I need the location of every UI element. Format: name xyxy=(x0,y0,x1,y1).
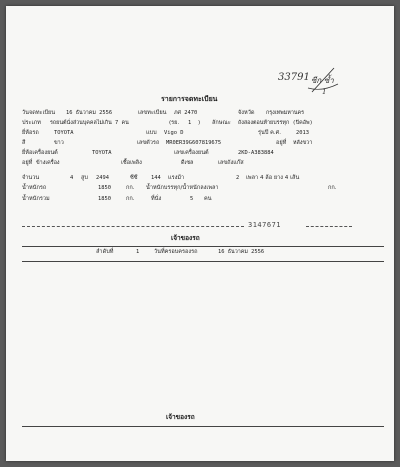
order-value: 1 xyxy=(136,249,140,255)
color-value: ขาว xyxy=(54,140,64,146)
cylinders-label: จำนวน xyxy=(22,175,40,181)
seats-unit: คน xyxy=(204,196,212,202)
axles-value: 2 xyxy=(236,175,240,181)
power-unit: แรงม้า xyxy=(168,175,185,181)
gas-tank-label: เลขถังแก๊ส xyxy=(218,160,244,166)
seats-label: ที่นั่ง xyxy=(151,196,162,202)
handwritten-number: 33791 xyxy=(278,72,310,83)
cut-number: 3147671 xyxy=(248,221,282,229)
owner-top-rule xyxy=(22,246,384,247)
style-label: ลักษณะ xyxy=(212,120,231,126)
type-value: รถยนต์นั่งส่วนบุคคลไม่เกิน 7 คน xyxy=(50,120,129,126)
model-value: Vigo D xyxy=(164,130,184,136)
cc-unit: ซีซี xyxy=(130,175,138,181)
engine-no-value: 2KD-A383884 xyxy=(238,150,274,156)
gross-unit: กก. xyxy=(126,196,135,202)
chassis-value: MR0ER39G607819675 xyxy=(166,140,222,146)
reg-date-value: 16 ธันวาคม 2556 xyxy=(66,110,113,116)
weight-unit: กก. xyxy=(126,185,135,191)
style-value: ถังสองตอนท้ายบรรทุก (ปิคอัพ) xyxy=(238,120,313,126)
cut-dashed-line-left xyxy=(22,226,244,227)
plate-value: ภศ 2470 xyxy=(174,110,198,116)
seats-value: 5 xyxy=(190,196,194,202)
chassis-label: เลขตัวรถ xyxy=(137,140,160,146)
registration-document xyxy=(6,6,394,461)
engine-brand-value: TOYOTA xyxy=(92,150,112,156)
color-label: สี xyxy=(22,140,26,146)
wheels-text: เพลา 4 ล้อ ยาง 4 เส้น xyxy=(246,175,300,181)
engine-brand-label: ยี่ห้อเครื่องยนต์ xyxy=(22,150,58,156)
fuel-value: ดีเซล xyxy=(181,160,194,166)
engine-no-label: เลขเครื่องยนต์ xyxy=(174,150,209,156)
chassis-at-label: อยู่ที่ xyxy=(276,140,287,146)
province-value: กรุงเทพมหานคร xyxy=(266,110,305,116)
gross-label: น้ำหนักรวม xyxy=(22,196,50,202)
rn-close: ) xyxy=(198,120,201,126)
year-value: 2013 xyxy=(296,130,309,136)
cc-value: 2494 xyxy=(96,175,109,181)
owner-date-value: 16 ธันวาคม 2556 xyxy=(218,249,265,255)
handwritten-slash-note: ซีก ซ้ำ xyxy=(311,76,334,85)
rn-value: 1 xyxy=(188,120,192,126)
reg-date-label: วันจดทะเบียน xyxy=(22,110,56,116)
owner-section-title-2: เจ้าของรถ xyxy=(166,413,195,421)
order-label: ลำดับที่ xyxy=(96,249,114,255)
power-value: 144 xyxy=(151,175,161,181)
lower-rule xyxy=(22,426,384,427)
fuel-label: เชื้อเพลิง xyxy=(121,160,142,166)
owner-date-label: วันที่ครอบครองรถ xyxy=(154,249,198,255)
document-title: รายการจดทะเบียน xyxy=(161,95,218,103)
rn-label: (รย. xyxy=(169,120,180,126)
load-label: น้ำหนักบรรทุก/น้ำหนักลงเพลา xyxy=(146,185,219,191)
owner-section-title: เจ้าของรถ xyxy=(171,234,200,242)
engine-at-label: อยู่ที่ xyxy=(22,160,33,166)
chassis-at-value: หลังขวา xyxy=(293,140,313,146)
gross-value: 1850 xyxy=(98,196,111,202)
owner-bottom-rule xyxy=(22,261,384,262)
cylinders-value: 4 xyxy=(70,175,74,181)
handwritten-tick-icon: 1 xyxy=(322,88,327,96)
cut-dashed-line-right xyxy=(306,226,352,227)
province-label: จังหวัด xyxy=(238,110,255,116)
engine-at-value: ข้างเครื่อง xyxy=(36,160,60,166)
weight-label: น้ำหนักรถ xyxy=(22,185,47,191)
load-unit: กก. xyxy=(328,185,337,191)
brand-label: ยี่ห้อรถ xyxy=(22,130,39,136)
weight-value: 1850 xyxy=(98,185,111,191)
plate-label: เลขทะเบียน xyxy=(138,110,167,116)
year-label: รุ่นปี ค.ศ. xyxy=(258,130,282,136)
type-label: ประเภท xyxy=(22,120,41,126)
model-label: แบบ xyxy=(146,130,157,136)
brand-value: TOYOTA xyxy=(54,130,74,136)
cylinders-unit: สูบ xyxy=(81,175,88,181)
